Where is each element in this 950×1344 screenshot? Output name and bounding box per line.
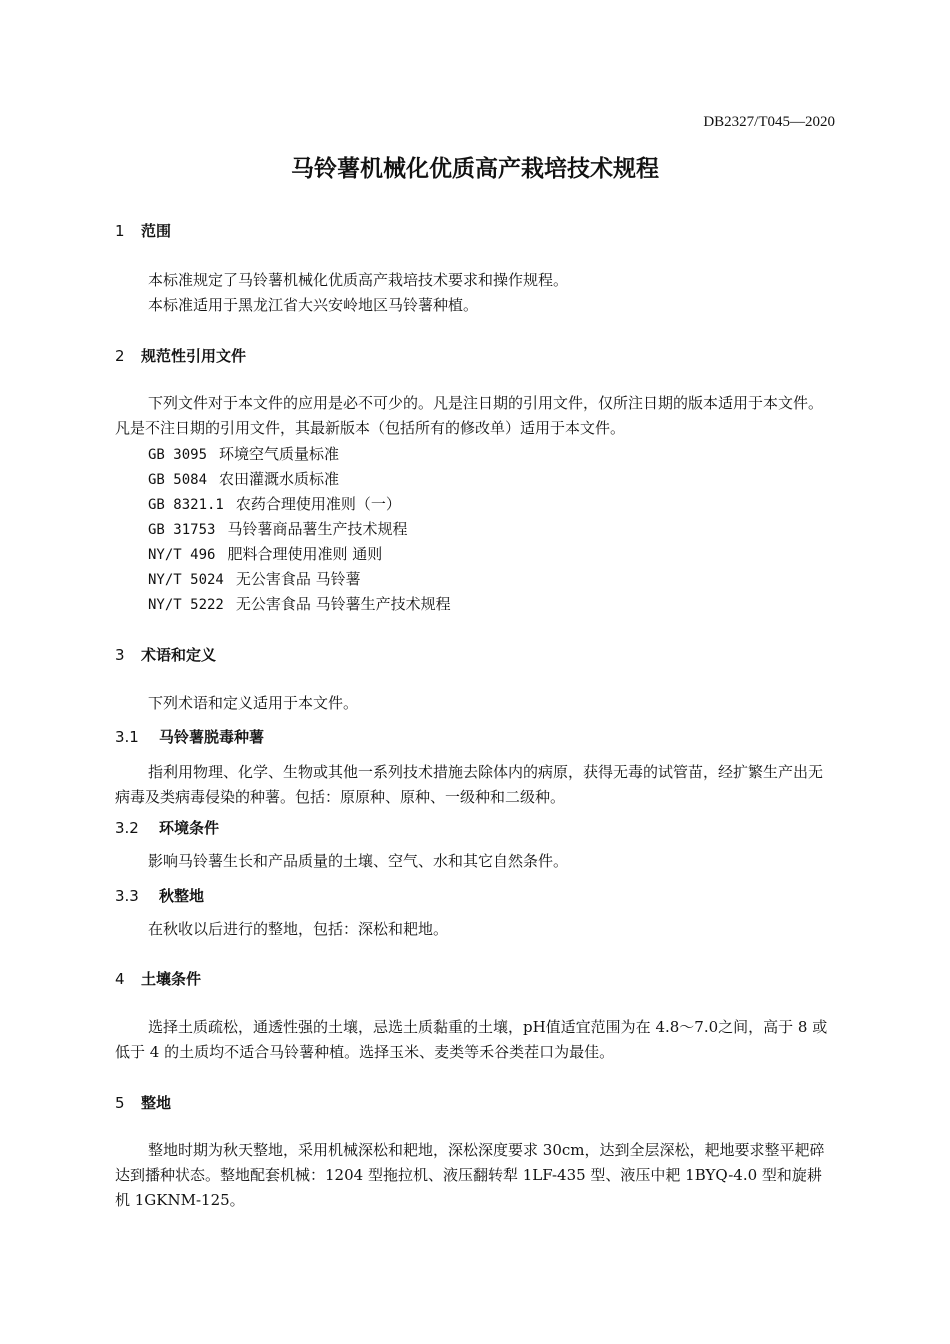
section-number: 3 [115, 646, 125, 664]
paragraph: 整地时期为秋天整地，采用机械深松和耙地，深松深度要求 30cm，达到全层深松，耙地要求整平耙碎达到播种状态。整地配套机械：1204 型拖拉机、液压翻转犁 1LF-435 型、液压中耙 1BYQ-4.0 型和旋耕机 1GKNM-125。 [115, 1141, 825, 1209]
reference-code: GB 5084 [148, 472, 208, 488]
section-title: 规范性引用文件 [141, 347, 247, 365]
reference-name: 肥料合理使用准则 通则 [227, 545, 383, 563]
section-number: 4 [115, 970, 125, 988]
section-2-heading [115, 345, 246, 366]
paragraph: 本标准适用于黑龙江省大兴安岭地区马铃薯种植。 [148, 296, 479, 314]
reference-item [148, 443, 339, 464]
reference-code: NY/T 496 [148, 547, 216, 563]
paragraph: 指利用物理、化学、生物或其他一系列技术措施去除体内的病原，获得无毒的试管苗，经扩繁生产出无病毒及类病毒侵染的种薯。包括：原原种、原种、一级种和二级种。 [115, 763, 824, 806]
page-title: 马铃薯机械化优质高产栽培技术规程 [291, 156, 659, 182]
subsection-title: 环境条件 [159, 819, 220, 837]
section-title: 整地 [141, 1094, 172, 1112]
section-title: 术语和定义 [141, 646, 217, 664]
paragraph: 选择土质疏松，通透性强的土壤，忌选土质黏重的土壤，pH值适宜范围为在 4.8～7.0之间，高于 8 或低于 4 的土质均不适合马铃薯种植。选择玉米、麦类等禾谷类茬口为最佳。 [115, 1018, 828, 1061]
section-number: 5 [115, 1094, 125, 1112]
reference-name: 无公害食品 马铃薯 [235, 570, 361, 588]
reference-item [148, 593, 451, 614]
reference-item [148, 518, 407, 539]
reference-code: GB 3095 [148, 447, 208, 463]
paragraph: 下列术语和定义适用于本文件。 [148, 694, 359, 712]
reference-name: 马铃薯商品薯生产技术规程 [227, 520, 408, 538]
paragraph: 在秋收以后进行的整地，包括：深松和耙地。 [148, 920, 449, 938]
section-title: 范围 [141, 222, 172, 240]
reference-code: NY/T 5024 [148, 572, 224, 588]
section-number: 2 [115, 347, 125, 365]
reference-item [148, 493, 401, 514]
subsection-number: 3.2 [115, 819, 139, 837]
subsection-title: 马铃薯脱毒种薯 [159, 728, 265, 746]
reference-item [148, 468, 339, 489]
reference-name: 农田灌溉水质标准 [219, 470, 340, 488]
subsection-title: 秋整地 [159, 887, 205, 905]
reference-name: 农药合理使用准则（一） [235, 495, 401, 513]
section-1-heading [115, 220, 171, 241]
section-3-heading [115, 644, 216, 665]
subsection-3-1-heading [115, 726, 264, 747]
subsection-number: 3.1 [115, 728, 139, 746]
section-title: 土壤条件 [141, 970, 202, 988]
document-number: DB2327/T045—2020 [703, 114, 835, 130]
reference-name: 环境空气质量标准 [219, 445, 340, 463]
reference-code: GB 31753 [148, 522, 216, 538]
reference-code: GB 8321.1 [148, 497, 224, 513]
paragraph: 影响马铃薯生长和产品质量的土壤、空气、水和其它自然条件。 [148, 852, 569, 870]
section-number: 1 [115, 222, 125, 240]
reference-code: NY/T 5222 [148, 597, 224, 613]
paragraph: 本标准规定了马铃薯机械化优质高产栽培技术要求和操作规程。 [148, 271, 569, 289]
section-5-heading [115, 1092, 171, 1113]
section-4-heading [115, 968, 201, 989]
reference-item [148, 543, 382, 564]
subsection-number: 3.3 [115, 887, 139, 905]
paragraph: 下列文件对于本文件的应用是必不可少的。凡是注日期的引用文件，仅所注日期的版本适用于本文件。凡是不注日期的引用文件，其最新版本（包括所有的修改单）适用于本文件。 [115, 394, 824, 437]
subsection-3-2-heading [115, 817, 219, 838]
subsection-3-3-heading [115, 885, 204, 906]
reference-name: 无公害食品 马铃薯生产技术规程 [235, 595, 451, 613]
reference-item [148, 568, 361, 589]
